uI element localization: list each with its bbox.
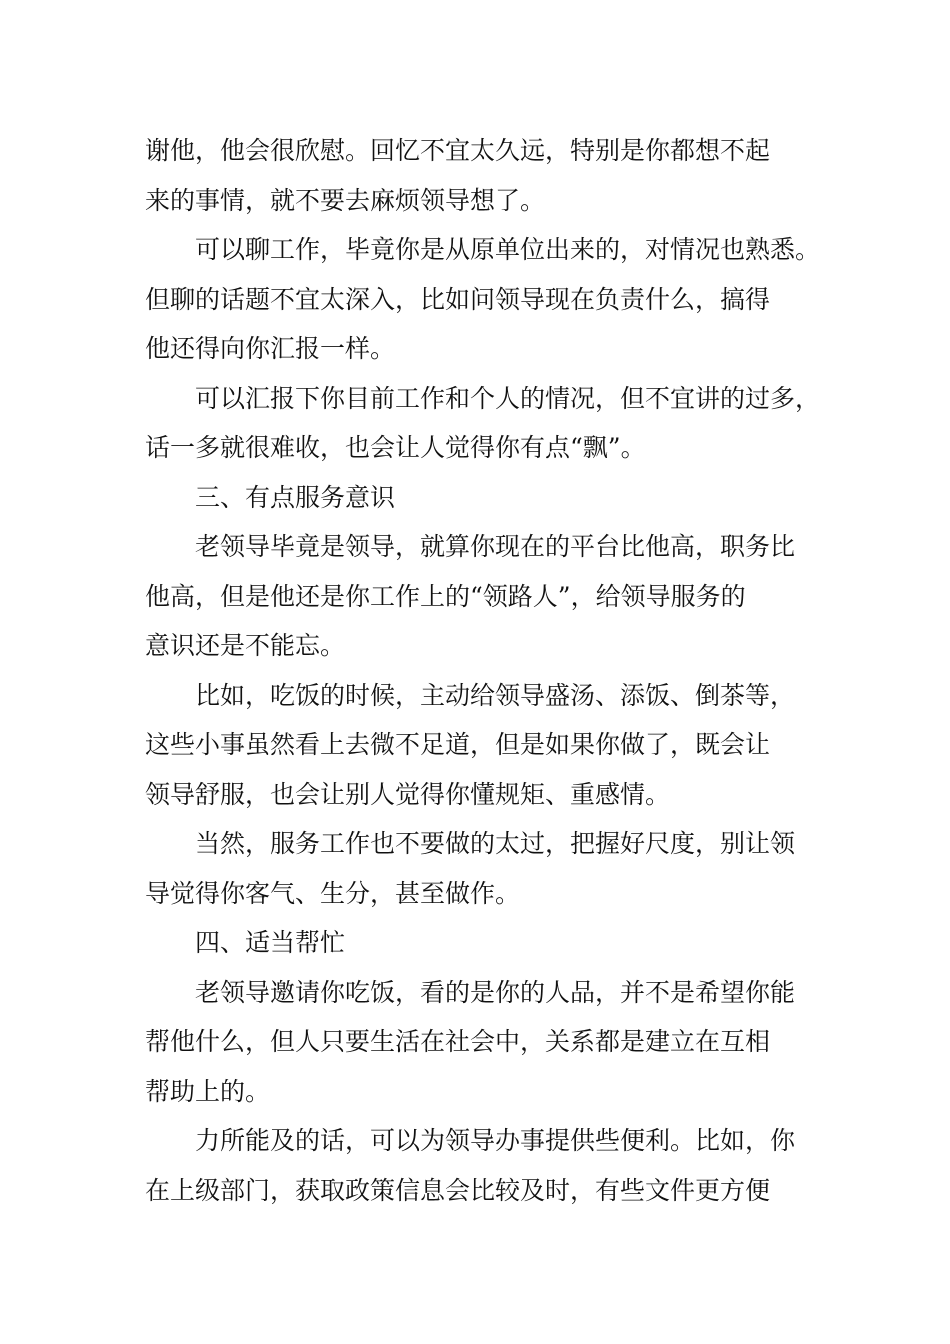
text-line-9: 老领导毕竟是领导，就算你现在的平台比他高，职务比 [145, 532, 796, 561]
text-line-6: 可以汇报下你目前工作和个人的情况，但不宜讲的过多， [145, 384, 821, 413]
text-line-22: 在上级部门，获取政策信息会比较及时，有些文件更方便 [145, 1176, 771, 1205]
text-line-7: 话一多就很难收，也会让人觉得你有点“飘”。 [145, 433, 646, 462]
text-line-21: 力所能及的话，可以为领导办事提供些便利。比如，你 [145, 1126, 796, 1155]
section-heading-3: 三、有点服务意识 [145, 483, 396, 512]
text-line-12: 比如，吃饭的时候，主动给领导盛汤、添饭、倒茶等， [145, 681, 796, 710]
text-line-14: 领导舒服，也会让别人觉得你懂规矩、重感情。 [145, 780, 671, 809]
text-line-3: 可以聊工作，毕竟你是从原单位出来的，对情况也熟悉。 [145, 235, 821, 264]
text-line-20: 帮助上的。 [145, 1077, 271, 1106]
text-line-4: 但聊的话题不宜太深入，比如问领导现在负责什么，搞得 [145, 285, 771, 314]
text-line-13: 这些小事虽然看上去微不足道，但是如果你做了，既会让 [145, 730, 771, 759]
text-line-18: 老领导邀请你吃饭，看的是你的人品，并不是希望你能 [145, 978, 796, 1007]
text-line-11: 意识还是不能忘。 [145, 631, 346, 660]
text-line-2: 来的事情，就不要去麻烦领导想了。 [145, 186, 546, 215]
section-heading-4: 四、适当帮忙 [145, 928, 346, 957]
text-line-15: 当然，服务工作也不要做的太过，把握好尺度，别让领 [145, 829, 796, 858]
text-line-19: 帮他什么，但人只要生活在社会中，关系都是建立在互相 [145, 1027, 771, 1056]
text-line-16: 导觉得你客气、生分，甚至做作。 [145, 879, 521, 908]
text-line-1: 谢他，他会很欣慰。回忆不宜太久远，特别是你都想不起 [145, 136, 771, 165]
text-line-10: 他高，但是他还是你工作上的“领路人”，给领导服务的 [145, 582, 746, 611]
text-line-5: 他还得向你汇报一样。 [145, 334, 396, 363]
